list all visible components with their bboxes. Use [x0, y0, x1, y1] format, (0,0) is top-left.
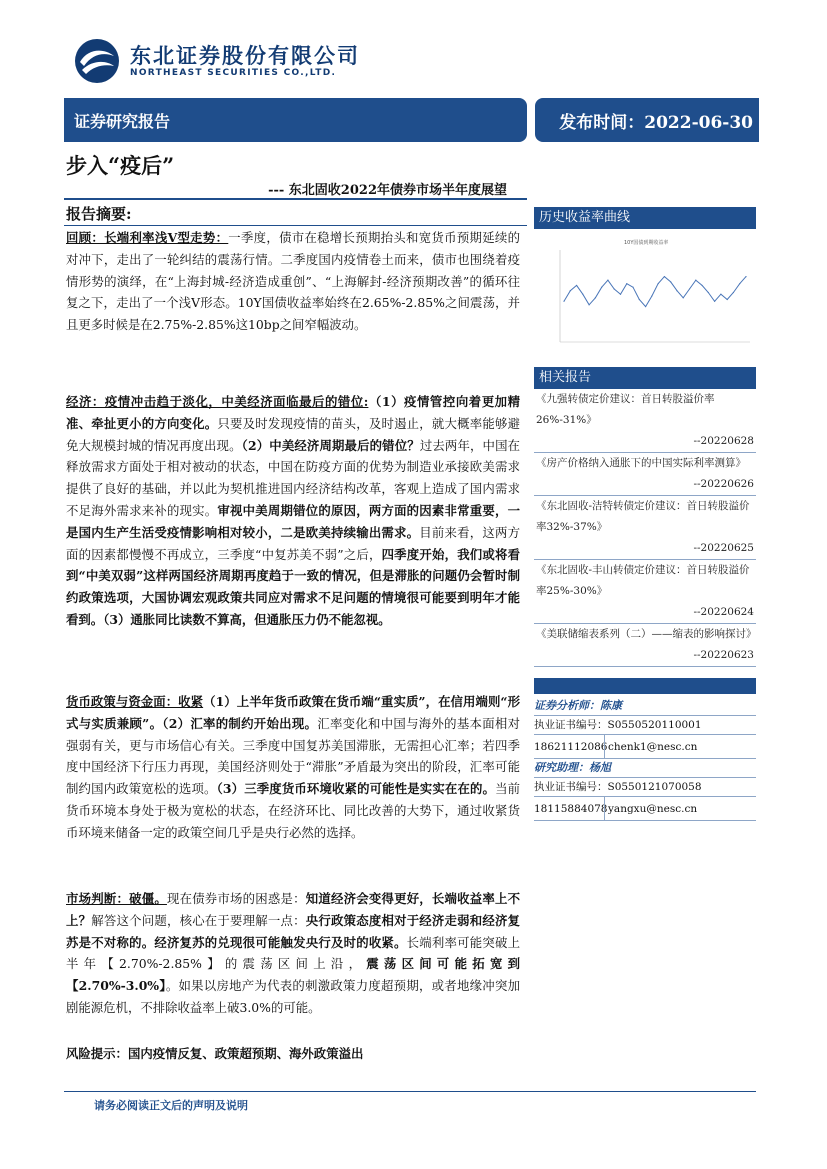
analyst-role: 证券分析师：陈康 — [534, 697, 756, 716]
chart-point — [651, 295, 652, 296]
publish-date-band — [535, 98, 759, 142]
chart-point — [626, 283, 627, 284]
related-report-title[interactable]: 《东北固收-洁特转债定价建议：首日转股溢价率32%-37%》 — [536, 500, 750, 533]
chart-point — [664, 276, 665, 277]
chart-header: 历史收益率曲线 — [534, 207, 756, 229]
economy-point-1: （1）疫情管控向着更加精准、牵扯更小的方向变化。 — [66, 394, 520, 431]
related-report-title[interactable]: 《九强转债定价建议：首日转股溢价率26%-31%》 — [536, 393, 715, 426]
related-header: 相关报告 — [534, 367, 756, 389]
chart-point — [745, 276, 746, 277]
market-text-3: 长端利率可能突破上半年【2.70%-2.85%】的震荡区间上沿， — [66, 934, 521, 972]
monetary-point-1: （1）上半年货币政策在货币端“重实质”，在信用端则“形式与实质兼顾”。（2）汇率的制约开始出现。 — [66, 694, 520, 731]
economy-text-1: 只要及时发现疫情的苗头，及时遏止，就大概率能够避免大规模封城的情况再度出现。 — [66, 415, 521, 453]
economy-point-4: 四季度开始，我们或将看到“中美双弱”这样两国经济周期再度趋于一致的情况，但是滞胀的问题仍会暂时制约政策选项，大国协调宏观政策共同应对需求不足问题的情境很可能要到明年才能看到。（3）通胀同比读数不算高，但通胀压力仍不能忽视。 — [66, 546, 521, 627]
chart-point — [589, 304, 590, 305]
chart-point — [683, 297, 684, 298]
chart-point — [676, 290, 677, 291]
chart-point — [739, 283, 740, 284]
paragraph-market — [66, 888, 520, 1019]
assistant-phone: 18115884078 — [534, 802, 608, 815]
related-report-date: --20220624 — [693, 606, 754, 618]
chart-point — [614, 288, 615, 289]
chart-point — [595, 297, 596, 298]
monetary-point-2: （3）三季度货币环境收紧的可能性是实实在在的。 — [216, 781, 496, 797]
risk-warning: 风险提示：国内疫情反复、政策超预期、海外政策溢出 — [66, 1046, 364, 1061]
chart-point — [639, 299, 640, 300]
monetary-text-2: 当前货币环境本身处于极为宽松的状态，在经济环比、同比改善的大势下，通过收紧货币环境来储备一定的政策空间几乎是央行必然的选择。 — [66, 781, 521, 840]
chart-point — [620, 294, 621, 295]
related-report-title[interactable]: 《房产价格纳入通胀下的中国实际利率测算》 — [536, 457, 746, 469]
monetary-text-1: 汇率变化和中国与海外的基本面相对强弱有关，更与市场信心有关。三季度中国复苏美国滞胀，无需担心汇率；若四季度中国经济下行压力再现，美国经济则处于“滞胀”矛盾最为突出的阶段，汇率可能制约国内政策宽松的选项。 — [66, 715, 520, 797]
chart-point — [645, 306, 646, 307]
paragraph-review — [66, 227, 520, 336]
review-body: 一季度，债市在稳增长预期抬头和宽货币预期延续的对冲下，走出了一轮纠结的震荡行情。二季度国内疫情卷土而来，债市也围绕着疫情形势的演绎，在“上海封城-经济造成重创”、“上海解封-经济预期改善”的循环往复之下，走出了一个浅V形态。10Y国债收益率始终在2.65%-2.85%之间震荡，并且更多时候是在2.75%-2.85%这10bp之间窄幅波动。 — [66, 230, 520, 333]
analyst-header-bar — [534, 678, 756, 694]
related-report-item[interactable] — [534, 389, 756, 453]
chart-point — [563, 301, 564, 302]
assistant-cert: 执业证书编号：S0550121070058 — [534, 778, 756, 797]
footer-divider — [64, 1091, 756, 1092]
market-point-1: 知道经济会变得更好，长端收益率上不上？ — [66, 891, 521, 928]
chart-point — [632, 287, 633, 288]
related-report-title[interactable]: 《东北固收-丰山转债定价建议：首日转股溢价率25%-30%》 — [536, 564, 750, 597]
assistant-role: 研究助理：杨旭 — [534, 759, 756, 778]
chart-point — [720, 294, 721, 295]
company-name-en: NORTHEAST SECURITIES CO.,LTD. — [130, 68, 337, 78]
related-report-item[interactable] — [534, 496, 756, 560]
chart-point — [708, 292, 709, 293]
report-type-band — [64, 98, 527, 142]
related-report-item[interactable] — [534, 453, 756, 496]
chart-point — [607, 280, 608, 281]
chart-point — [714, 301, 715, 302]
yield-chart-svg — [534, 230, 756, 366]
related-report-item[interactable] — [534, 624, 756, 667]
footer-disclaimer[interactable]: 请务必阅读正文后的声明及说明 — [94, 1099, 248, 1112]
chart-point — [733, 292, 734, 293]
related-report-date: --20220628 — [693, 435, 754, 447]
related-report-title[interactable]: 《美联储缩表系列（二）——缩表的影响探讨》 — [536, 628, 757, 640]
summary-label: 报告摘要: — [66, 205, 132, 223]
chart-point — [570, 290, 571, 291]
chart-point — [576, 285, 577, 286]
yield-chart — [534, 230, 756, 366]
chart-point — [658, 283, 659, 284]
assistant-contact — [534, 797, 756, 821]
chart-point — [689, 288, 690, 289]
chart-point — [727, 299, 728, 300]
paragraph-monetary — [66, 691, 520, 844]
related-report-date: --20220623 — [693, 649, 754, 661]
title-divider — [64, 198, 527, 200]
economy-heading: 经济：疫情冲击趋于淡化，中美经济面临最后的错位: — [66, 394, 369, 409]
paragraph-economy — [66, 391, 520, 631]
analyst-phone: 18621112086 — [534, 740, 608, 753]
company-logo-icon — [74, 38, 120, 84]
related-report-date: --20220626 — [693, 478, 754, 490]
analyst-cert: 执业证书编号：S0550520110001 — [534, 716, 756, 735]
chart-title: 10Y国债到期收益率 — [624, 240, 669, 246]
review-heading: 回顾：长端利率浅V型走势： — [66, 230, 229, 245]
publish-date: 发布时间：2022-06-30 — [559, 112, 753, 133]
chart-point — [601, 287, 602, 288]
economy-text-2: 过去两年，中国在释放需求方面处于相对被动的状态，中国在防疫方面的优势为制造业承接欧美需求提供了良好的基础，并以此为契机推进国内经济结构改革，客观上造成了国内需求不足海外需求来补的现实。 — [66, 437, 521, 518]
economy-point-2: （2）中美经济周期最后的错位？ — [241, 437, 420, 453]
assistant-email[interactable]: yangxu@nesc.cn — [604, 797, 697, 820]
chart-point — [701, 285, 702, 286]
economy-point-3: 审视中美周期错位的原因，两方面的因素非常重要，一是国内生产生活受疫情影响相对较小，二是欧美持续输出需求。 — [66, 502, 521, 540]
related-report-item[interactable] — [534, 560, 756, 624]
economy-text-3: 目前来看，这两方面的因素都慢慢不再成立，三季度“中复苏美不弱”之后， — [66, 524, 521, 562]
analyst-contact — [534, 735, 756, 759]
market-text-1: 现在债券市场的困惑是： — [166, 891, 306, 906]
related-reports-list — [534, 389, 756, 667]
monetary-heading: 货币政策与资金面：收紧 — [66, 694, 204, 709]
related-report-date: --20220625 — [693, 542, 754, 554]
report-type: 证券研究报告 — [74, 111, 171, 131]
company-name-cn: 东北证券股份有限公司 — [130, 44, 360, 68]
analyst-info — [534, 697, 756, 821]
chart-point — [670, 281, 671, 282]
summary-divider — [64, 225, 527, 226]
chart-series-line — [564, 277, 746, 307]
market-text-4: 。如果以房地产为代表的刺激政策力度超预期，或者地缘冲突加剧能源危机，不排除收益率上破3.0%的可能。 — [66, 978, 520, 1015]
analyst-email[interactable]: chenk1@nesc.cn — [604, 735, 697, 758]
market-text-2: 解答这个问题，核心在于要理解一点： — [91, 912, 306, 928]
page-subtitle: --- 东北固收2022年债券市场半年度展望 — [268, 183, 507, 198]
chart-point — [695, 280, 696, 281]
company-logo — [74, 38, 374, 84]
page-title: 步入“疫后” — [66, 153, 175, 178]
chart-point — [582, 294, 583, 295]
market-heading: 市场判断：破僵。 — [66, 891, 167, 906]
market-point-3: 震荡区间可能拓宽到【2.70%-3.0%】 — [66, 956, 521, 994]
market-point-2: 央行政策态度相对于经济走弱和经济复苏是不对称的。经济复苏的兑现很可能触发央行及时的收紧。 — [66, 912, 521, 950]
